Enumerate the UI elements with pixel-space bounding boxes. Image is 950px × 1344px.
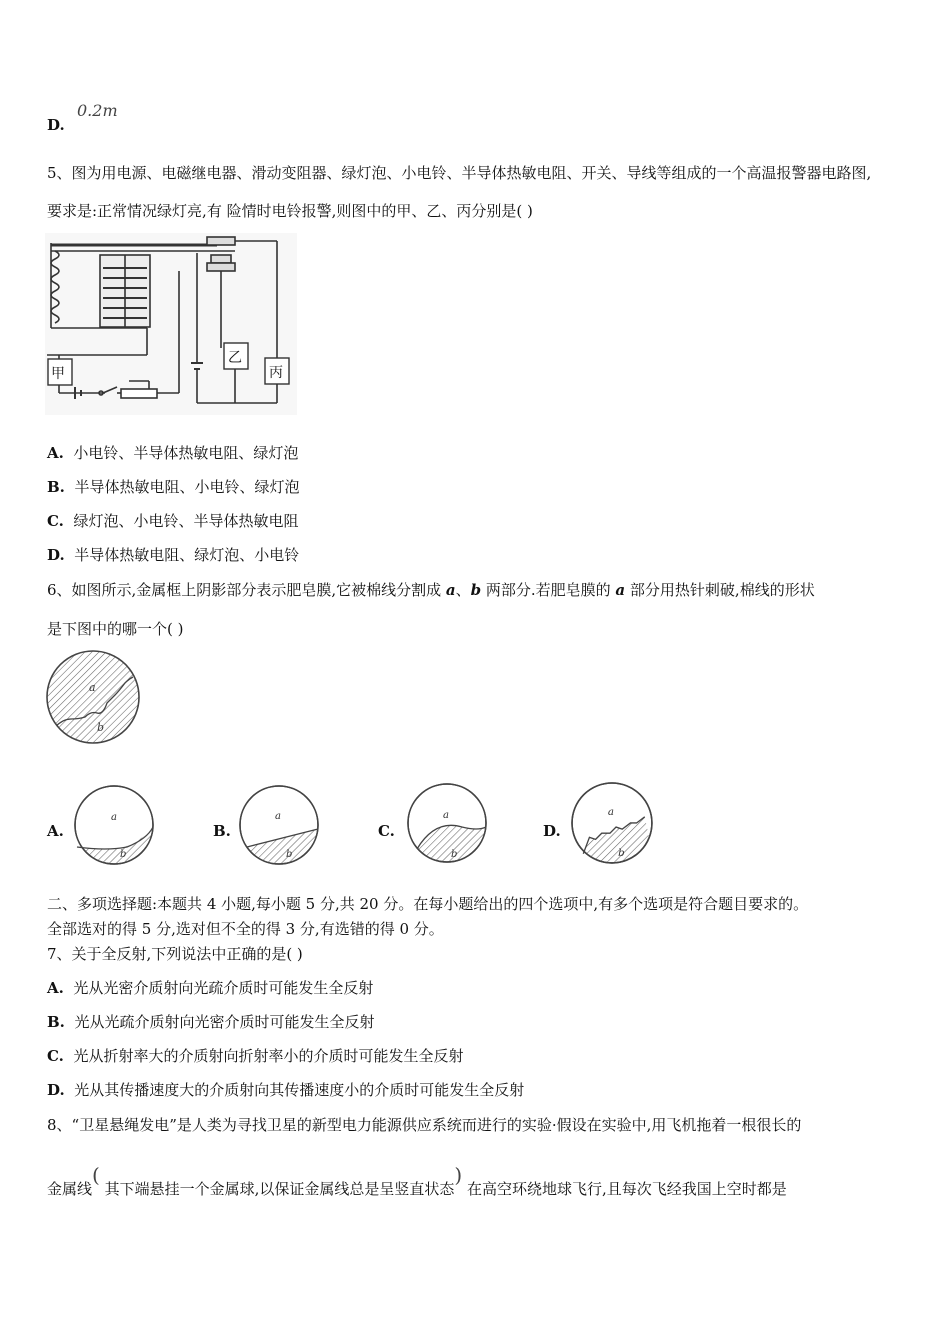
q5-option-b: B. 半导体热敏电阻、小电铃、绿灯泡	[47, 478, 300, 496]
open-paren: (	[92, 1163, 100, 1187]
q6-option-a-label: A.	[47, 822, 64, 840]
option-b-fig-b: b	[286, 849, 293, 860]
q6-option-b-label: B.	[213, 822, 231, 840]
q6-main-figure	[45, 649, 143, 747]
option-d-fig-a: a	[607, 805, 614, 818]
option-c-fig-b: b	[451, 849, 458, 860]
bing-label: 丙	[269, 365, 283, 381]
q6-option-d-label: D.	[543, 822, 561, 840]
close-paren: )	[454, 1163, 463, 1187]
q4-option-d-label: D.	[47, 116, 65, 134]
q8-stem-line1: 8、“卫星悬绳发电”是人类为寻找卫星的新型电力能源供应系统而进行的实验·假设在实验中,用飞机拖着一根很长的	[47, 1116, 802, 1134]
q7-option-a: A. 光从光密介质射向光疏介质时可能发生全反射	[47, 979, 374, 997]
q5-option-a: A. 小电铃、半导体热敏电阻、绿灯泡	[47, 444, 299, 462]
q5-stem-line1: 5、图为用电源、电磁继电器、滑动变阻器、绿灯泡、小电铃、半导体热敏电阻、开关、导线等组成的一个高温报警器电路图,	[47, 164, 872, 182]
q6-option-d-figure	[571, 782, 655, 866]
q7-stem: 7、关于全反射,下列说法中正确的是( )	[47, 945, 303, 963]
q5-circuit-diagram	[45, 233, 297, 415]
rheostat	[121, 389, 157, 398]
q6-option-b-figure	[239, 785, 321, 867]
q7-option-c: C. 光从折射率大的介质射向折射率小的介质时可能发生全反射	[47, 1047, 464, 1065]
q6-option-c-label: C.	[378, 822, 395, 840]
q4-option-d-value: 0.2m	[77, 101, 118, 120]
q6-option-a-figure	[74, 785, 156, 867]
option-d-fig-b: b	[618, 846, 625, 859]
q8-stem-line2: 金属线( 其下端悬挂一个金属球,以保证金属线总是呈竖直状态) 在高空环绕地球飞行,且每次飞经我国上空时都是	[47, 1163, 787, 1198]
option-b-fig-a: a	[275, 811, 281, 822]
q7-option-d: D. 光从其传播速度大的介质射向其传播速度小的介质时可能发生全反射	[47, 1081, 525, 1099]
q5-option-c: C. 绿灯泡、小电铃、半导体热敏电阻	[47, 512, 299, 530]
jia-label: 甲	[51, 366, 65, 382]
option-a-fig-b: b	[120, 849, 127, 860]
q5-option-d: D. 半导体热敏电阻、绿灯泡、小电铃	[47, 546, 300, 564]
section2-header-line1: 二、多项选择题:本题共 4 小题,每小题 5 分,共 20 分。在每小题给出的四个选项中,有多个选项是符合题目要求的。	[47, 895, 809, 913]
q6-fig-label-b: b	[97, 721, 105, 734]
q6-stem-line2: 是下图中的哪一个( )	[47, 620, 184, 638]
section2-header-line2: 全部选对的得 5 分,选对但不全的得 3 分,有选错的得 0 分。	[47, 920, 444, 938]
q7-option-b: B. 光从光疏介质射向光密介质时可能发生全反射	[47, 1013, 375, 1031]
option-a-fig-a: a	[111, 812, 117, 823]
q6-fig-label-a: a	[89, 681, 96, 694]
q6-stem-line1: 6、如图所示,金属框上阴影部分表示肥皂膜,它被棉线分割成 a、b 两部分.若肥皂膜的 a 部分用热针刺破,棉线的形状	[47, 581, 815, 599]
q5-stem-line2: 要求是:正常情况绿灯亮,有 险情时电铃报警,则图中的甲、乙、丙分别是( )	[47, 202, 533, 220]
option-c-fig-a: a	[443, 810, 449, 821]
yi-label: 乙	[228, 350, 242, 366]
q6-option-c-figure	[407, 783, 489, 865]
